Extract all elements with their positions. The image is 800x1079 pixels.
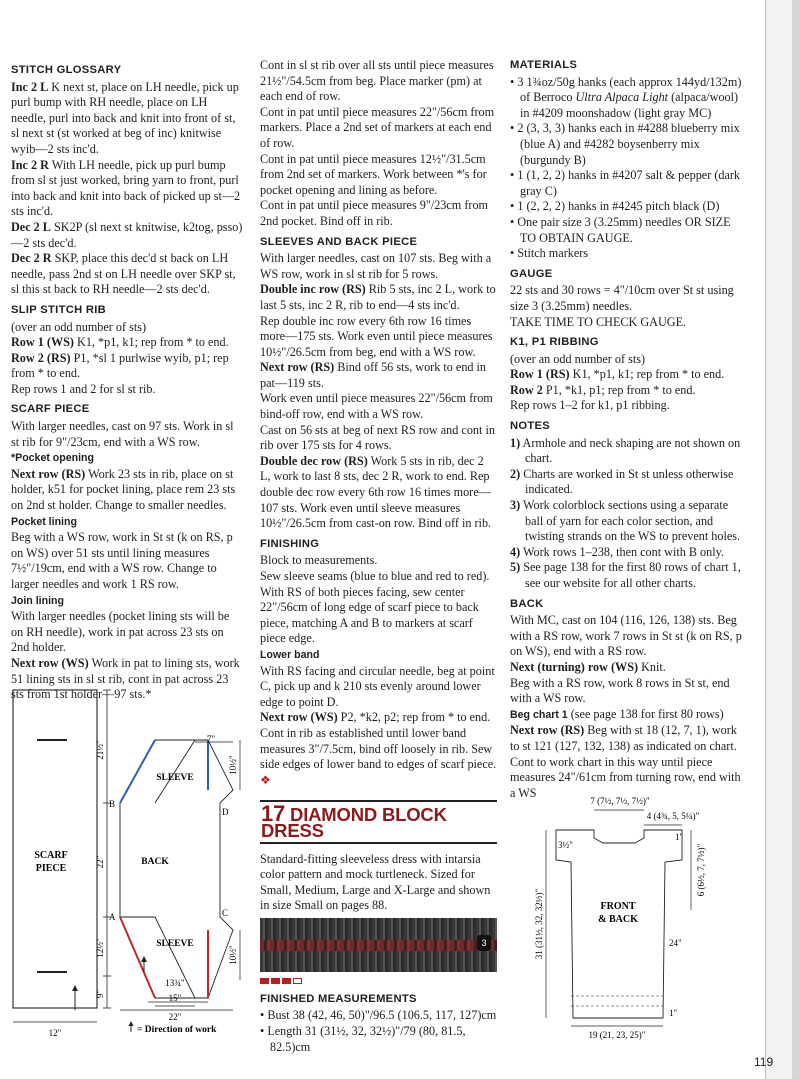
gauge-heading: GAUGE [510, 267, 553, 280]
glossary-term: Dec 2 L [11, 219, 51, 234]
dress-title-banner [260, 800, 497, 843]
paragraph: Beg with a RS row, work 8 rows in St st, end with a WS row. [510, 675, 730, 706]
row-label: Next row (RS) [11, 466, 86, 481]
note-text: Armhole and neck shaping are not shown on chart. [520, 435, 741, 466]
slip-rib-intro: (over an odd number of sts) [11, 319, 147, 334]
dim-3-5: 3½" [558, 840, 573, 850]
lower-band-subhead: Lower band [260, 648, 320, 661]
gauge-check: TAKE TIME TO CHECK GAUGE. [510, 314, 687, 329]
dress-intro: Standard-fitting sleeveless dress with intarsia color pattern and mock turtleneck. Sized for Small, Medium, Large and X-Large and shown in size Small on pages 88. [260, 851, 491, 913]
scarf-label-2: PIECE [35, 863, 67, 874]
finished-measurements-heading: FINISHED MEASUREMENTS [260, 992, 417, 1005]
finishing-heading: FINISHING [260, 537, 320, 550]
yarn-brand: Ultra Alpaca Light [575, 90, 669, 105]
slip-rib-row2 [11, 351, 244, 382]
note-text: See page 138 for the first 80 rows of chart 1, see our website for all other charts. [520, 560, 741, 590]
front-label-2: & BACK [598, 914, 638, 925]
pocket-opening-subhead: *Pocket opening [11, 452, 94, 465]
paragraph: With RS facing and circular needle, beg at point C, pick up and k 210 sts evenly around lower edge to point D. [260, 663, 495, 709]
dim-10-5-top: 10½" [228, 755, 238, 775]
glossary-text: SKP, place this dec'd st back on LH needle, pass 2nd st on LH needle over SKP st, sl this st back to RH needle—2 sts dec'd. [11, 251, 236, 297]
paragraph: Block to measurements. [260, 553, 378, 568]
legend-arrow-icon [129, 1021, 134, 1026]
glossary-entry [11, 158, 244, 220]
sleeves-back-heading: SLEEVES AND BACK PIECE [260, 235, 418, 248]
row-text: K1, *p1, k1; rep from * to end. [569, 367, 725, 382]
row-text: P1, *k1, p1; rep from * to end. [542, 382, 696, 397]
back-direction-icon [141, 956, 147, 962]
dress-title: DIAMOND BLOCK DRESS [261, 804, 447, 841]
glossary-entry [11, 80, 244, 158]
glossary-term: Inc 2 L [11, 79, 49, 94]
materials-heading: MATERIALS [510, 59, 578, 71]
row-text: Knit. [638, 659, 666, 674]
note-item [510, 545, 748, 561]
page-number: 119 [754, 1055, 774, 1069]
row-text: P2, *k2, p2; rep from * to end. Cont in rib as established until lower band measures 3"/7.5cm, bind off loosely in rib. Sew side edges of lower band to edges of scarf piece. [260, 710, 497, 772]
glossary-entry [11, 220, 244, 251]
row-label: Beg chart 1 [510, 708, 568, 721]
pocket-opening-row [11, 467, 244, 514]
row-text: P1, *sl 1 purlwise wyib, p1; rep from * to end. [11, 350, 229, 381]
row-label: Row 2 (RS) [11, 350, 71, 365]
row-label: Double inc row (RS) [260, 282, 366, 297]
k1p1-row1 [510, 367, 748, 383]
beg-chart [510, 707, 748, 724]
sleeve-top-label: SLEEVE [156, 773, 194, 783]
row-text: Bind off 56 sts, work to end in pat—119 sts. [260, 360, 487, 390]
join-lining-text: With larger needles (pocket lining sts will be on RH needle), work in pat across 23 sts on 2nd holder. [11, 609, 230, 655]
column-middle [260, 58, 497, 1055]
schematic-scarf-back [0, 680, 255, 1040]
slip-rib-row1 [11, 335, 244, 351]
join-lining-subhead: Join lining [11, 594, 64, 607]
glossary-text: With LH needle, pick up purl bump from sl st just worked, bring yarn to front, purl into back and knit into back of picked up st—2 sts inc'd. [11, 157, 241, 219]
paragraph: Cont in pat until piece measures 12½"/31.5cm from 2nd set of markers. Work between *'s for pocket opening and lining as before. [260, 151, 487, 197]
material-item: • 2 (3, 3, 3) hanks each in #4288 blueberry mix (blue A) and #4282 boysenberry mix (burgundy B) [510, 121, 740, 167]
dim-21-5: 21½" [95, 740, 105, 760]
lower-band-row [260, 710, 497, 788]
paragraph: Cont in pat until piece measures 9"/23cm from 2nd pocket. Bind off in rib. [260, 198, 489, 228]
k1p1-heading: K1, P1 RIBBING [510, 336, 599, 349]
row-label: Next row (WS) [11, 655, 89, 670]
notes-heading: NOTES [510, 420, 551, 433]
note-item [510, 560, 748, 591]
notes-list [510, 436, 748, 592]
dim-1-top: 1" [675, 832, 684, 842]
row-text: (see page 138 for first 80 rows) [567, 706, 724, 721]
dim-22-bottom: 22" [168, 1012, 182, 1022]
material-item: • Stitch markers [510, 246, 589, 261]
dim-9: 9" [95, 989, 105, 999]
front-label-1: FRONT [600, 901, 636, 912]
gauge-text: 22 sts and 30 rows = 4"/10cm over St st using size 3 (3.25mm) needles. [510, 283, 734, 313]
row-label: Row 1 (RS) [510, 367, 570, 382]
dim-10-5-bottom: 10½" [228, 945, 238, 965]
note-item [510, 436, 748, 467]
glossary-text: K next st, place on LH needle, pick up purl bump with RH needle, place on LH needle, purl into back and knit into front of st, sl next st (st worked at beg of inc) knitwise wyib—2 sts inc'd. [11, 79, 239, 156]
glossary-term: Dec 2 R [11, 251, 52, 266]
paragraph: Rep double inc row every 6th row 16 times more—175 sts. Work even until piece measures 10½"/26.5cm from beg, end with a WS row. [260, 313, 493, 359]
paragraph: Cont in sl st rib over all sts until piece measures 21½"/54.5cm from beg. Place marker (pm) at each end of row. [260, 58, 494, 104]
sleeve-seam-red-bottom [120, 917, 155, 998]
note-text: Work colorblock sections using a separate ball of yarn for each color section, and twisting strands on the WS to prevent holes. [520, 498, 741, 544]
yarn-weight-icon: 3 [477, 935, 491, 951]
point-b: B [109, 799, 116, 809]
dim-7: 7" [206, 734, 216, 744]
material-text: • 3 1¾oz/50g hanks (each approx 144yd/132m) of Berroco [510, 74, 742, 105]
dim-shoulder: 4 (4¾, 5, 5¼)" [646, 811, 700, 821]
paragraph: With larger needles, cast on 107 sts. Beg with a WS row, work in sl st rib for 5 rows. [260, 251, 492, 281]
paragraph: Cont to work chart in this way until piece measures 24"/61cm from turning row, end with a WS [510, 754, 741, 800]
double-dec-row [260, 454, 497, 532]
dim-12-5: 12½" [95, 938, 105, 958]
dim-13-75: 13¾" [165, 978, 185, 988]
schematic-front-back [510, 790, 750, 1045]
row-text: Work 5 sts in rib, dec 2 L, work to last 8 sts, dec 2 R, work to end. Rep double dec row every 6th row 16 times more—107 sts. Work even until sleeve measures 10½"/26.5cm from cast-on row. Bind off in rib. [260, 453, 492, 531]
material-item: • 1 (1, 2, 2) hanks in #4207 salt & pepper (dark gray C) [510, 168, 741, 198]
note-number: 4) [510, 544, 521, 559]
sleeve-seam-blue-top [120, 740, 155, 803]
material-item [510, 75, 748, 122]
row-text: K1, *p1, k1; rep from * to end. [73, 335, 229, 350]
note-item [510, 467, 748, 498]
next-row [260, 360, 497, 391]
paragraph: Cast on 56 sts at beg of next RS row and cont in rib over 175 sts for 4 rows. [260, 422, 495, 453]
scarf-label-1: SCARF [34, 850, 68, 861]
glossary-entry [11, 251, 244, 298]
back-label: BACK [141, 857, 169, 867]
row-label: Next row (RS) [510, 723, 585, 738]
dim-width: 19 (21, 23, 25)" [588, 1030, 646, 1040]
point-a: A [109, 912, 116, 922]
row-text: Rib 5 sts, inc 2 L, work to last 5 sts, inc 2 R, rib to end—4 sts inc'd. [260, 282, 496, 312]
page-edge-shadow [792, 0, 800, 1079]
dim-neck: 7 (7½, 7½, 7½)" [590, 796, 650, 806]
yarn-swatch-image [260, 918, 497, 972]
row-label: Row 2 [510, 382, 543, 397]
direction-arrow-icon [72, 985, 78, 991]
back-heading: BACK [510, 597, 544, 610]
material-item: • 1 (2, 2, 2) hanks in #4245 pitch black (D) [510, 199, 720, 214]
stitch-glossary-heading: STITCH GLOSSARY [11, 64, 122, 76]
note-number: 3) [510, 498, 521, 513]
sleeve-bottom-label: SLEEVE [156, 939, 194, 949]
note-text: Work rows 1–238, then cont with B only. [520, 544, 724, 559]
scarf-text: With larger needles, cast on 97 sts. Work in sl st rib for 9"/23cm, end with a WS row. [11, 419, 234, 449]
dim-armhole: 6 (6½, 7, 7½)" [696, 843, 706, 897]
paragraph: Sew sleeve seams (blue to blue and red to red). With RS of both pieces facing, sew center 22"/56cm of long edge of scarf piece to back piece, matching A and B to markers at scarf piece edge. [260, 569, 490, 646]
material-text: (alpaca/wool) in #4209 moonshadow (light gray MC) [520, 90, 739, 120]
next-row [510, 723, 748, 754]
skill-level-icon [260, 978, 497, 984]
row-text: Work 23 sts in rib, place on st holder, k51 for pocket lining, place rem 23 sts on 2nd st holder. Change to smaller needles. [11, 466, 236, 513]
note-number: 1) [510, 435, 521, 450]
row-label: Next row (RS) [260, 360, 335, 375]
k1p1-row2 [510, 383, 748, 399]
material-item: • One pair size 3 (3.25mm) needles OR SIZE TO OBTAIN GAUGE. [510, 214, 731, 245]
materials-list [510, 75, 748, 262]
scarf-piece-heading: SCARF PIECE [11, 403, 90, 416]
measurements-list [260, 1008, 497, 1055]
dim-1-bottom: 1" [669, 1008, 678, 1018]
turning-row [510, 660, 748, 676]
scarf-piece-outline [13, 690, 97, 1008]
glossary-term: Inc 2 R [11, 157, 49, 172]
glossary-text: SK2P (sl next st knitwise, k2tog, psso)—2 sts dec'd. [11, 219, 243, 250]
k1p1-repeat: Rep rows 1–2 for k1, p1 ribbing. [510, 398, 670, 413]
measurement-length: • Length 31 (31½, 32, 32½)"/79 (80, 81.5, 82.5)cm [260, 1024, 466, 1054]
note-number: 2) [510, 466, 521, 481]
slip-rib-repeat: Rep rows 1 and 2 for sl st rib. [11, 381, 156, 396]
dim-24: 24" [669, 938, 682, 948]
paragraph: Cont in pat until piece measures 22"/56cm from markers. Place a 2nd set of markers at each end of row. [260, 104, 495, 150]
end-mark-icon: ❖ [260, 772, 271, 787]
k1p1-intro: (over an odd number of sts) [510, 351, 646, 366]
point-c: C [222, 908, 229, 918]
paragraph: Work even until piece measures 22"/56cm from bind-off row, end with a WS row. [260, 391, 493, 422]
slip-stitch-rib-heading: SLIP STITCH RIB [11, 303, 107, 316]
pocket-lining-subhead: Pocket lining [11, 515, 77, 528]
note-item [510, 498, 748, 545]
dim-22-side: 22" [95, 855, 105, 869]
row-label: Row 1 (WS) [11, 335, 74, 350]
dress-number: 17 [261, 801, 286, 827]
measurement-bust: • Bust 38 (42, 46, 50)"/96.5 (106.5, 117, 127)cm [260, 1008, 497, 1023]
row-label: Next row (WS) [260, 710, 338, 725]
pocket-lining-text: Beg with a WS row, work in St st (k on RS, p on WS) over 51 sts until lining measures 7½"/19cm, end with a WS row. Change to larger needles and work 1 RS row. [11, 530, 233, 591]
column-right [510, 58, 748, 801]
paragraph: With MC, cast on 104 (116, 126, 138) sts. Beg with a RS row, work 7 rows in St st (k on RS, p on WS), end with a RS row. [510, 613, 742, 659]
dim-15: 15" [168, 993, 182, 1003]
row-text: Beg with st 18 (12, 7, 1), work to st 121 (127, 132, 138) as indicated on chart. [510, 723, 737, 753]
note-text: Charts are worked in St st unless otherwise indicated. [520, 466, 734, 497]
dim-length: 31 (31½, 32, 32½)" [534, 888, 544, 960]
column-left [11, 58, 244, 703]
row-label: Next (turning) row (WS) [510, 659, 639, 674]
dim-12: 12" [48, 1028, 62, 1038]
note-number: 5) [510, 560, 521, 575]
double-inc-row [260, 282, 497, 313]
row-label: Double dec row (RS) [260, 453, 368, 468]
legend-text: = Direction of work [137, 1025, 217, 1035]
point-d: D [222, 807, 229, 817]
row-text: Work in pat to lining sts, work 51 lining sts in sl st rib, cont in pat across 23 sts from 1st holder—97 sts.* [11, 655, 240, 702]
